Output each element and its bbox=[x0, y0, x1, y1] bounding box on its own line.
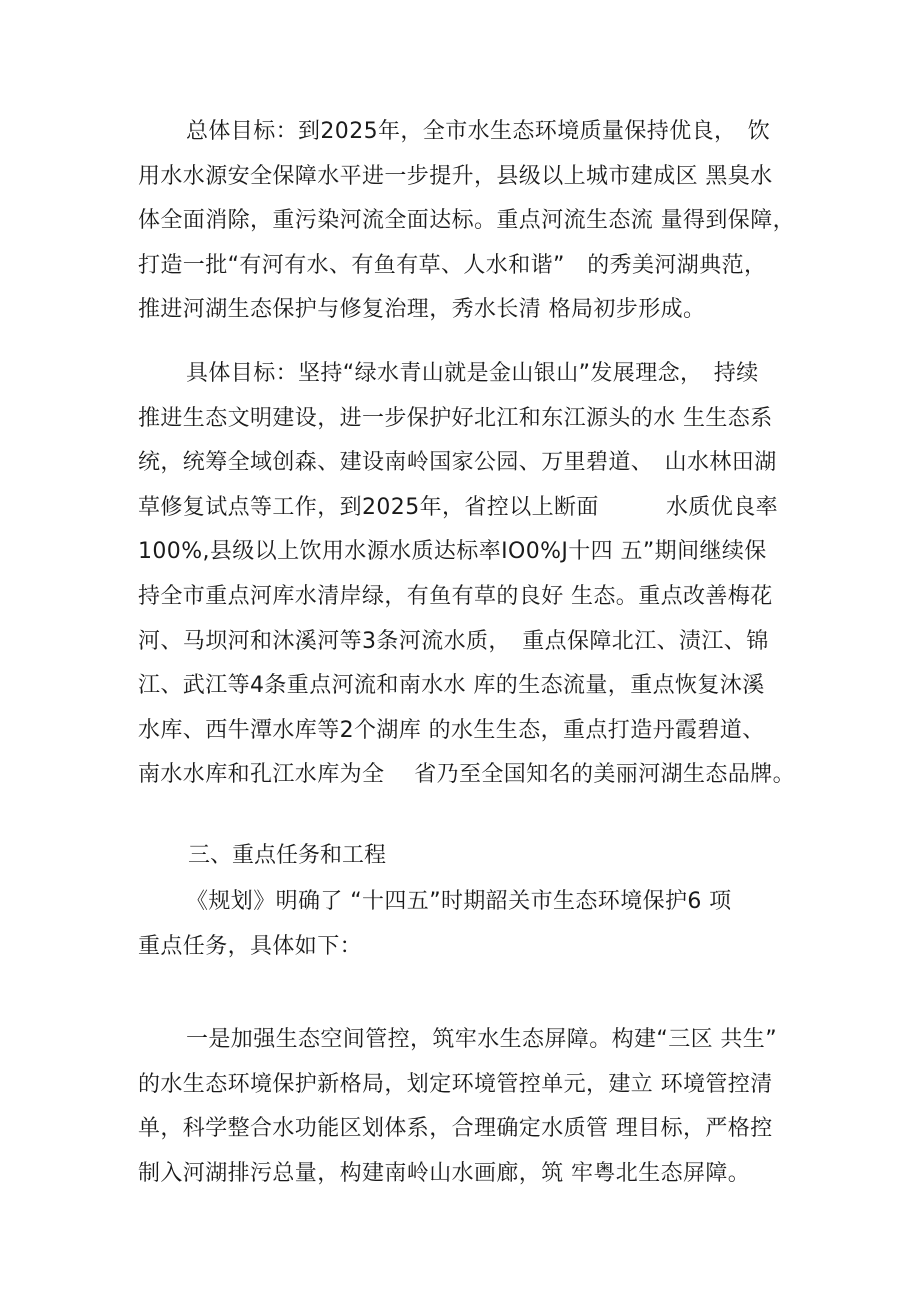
text-line: 持全市重点河库水清岸绿，有鱼有草的良好 生态。重点改善梅花 bbox=[138, 583, 773, 609]
text-line: 江、武江等4条重点河流和南水水 库的生态流量，重点恢复沐溪 bbox=[138, 673, 765, 699]
paragraph-task-one bbox=[138, 1018, 798, 1196]
section-heading: 三、重点任务和工程 bbox=[188, 843, 387, 868]
text-line: 草修复试点等工作，到2025年，省控以上断面 水质优良率 bbox=[138, 494, 778, 520]
text-line: 的水生态环境保护新格局，划定环境管控单元，建立 环境管控清 bbox=[138, 1071, 773, 1097]
text-line: 重点任务，具体如下： bbox=[138, 933, 363, 959]
text-line: 推进河湖生态保护与修复治理，秀水长清 格局初步形成。 bbox=[138, 297, 706, 323]
text-line: 具体目标：坚持“绿水青山就是金山银山”发展理念， 持续 bbox=[186, 361, 759, 386]
text-line: 制入河湖排污总量，构建南岭山水画廊，筑 牢粤北生态屏障。 bbox=[138, 1160, 751, 1186]
text-line: 统，统筹全域创森、建设南岭国家公园、万里碧道、 山水林田湖 bbox=[138, 450, 777, 476]
text-line: 《规划》明确了 “十四五”时期韶关市生态环境保护6 项 bbox=[186, 889, 732, 914]
text-line: 用水水源安全保障水平进一步提升，县级以上城市建成区 黑臭水 bbox=[138, 163, 773, 189]
text-line: 打造一批“有河有水、有鱼有草、人水和谐” 的秀美河湖典范， bbox=[138, 252, 767, 278]
text-line: 推进生态文明建设，进一步保护好北江和东江源头的水 生生态系 bbox=[138, 405, 773, 431]
text-line: 100%,县级以上饮用水源水质达标率IO0%J十四 五”期间继续保 bbox=[138, 539, 767, 565]
paragraph-plan-intro bbox=[138, 880, 798, 969]
paragraph-overall-goal bbox=[138, 110, 798, 333]
text-line: 单，科学整合水功能区划体系，合理确定水质管 理目标，严格控 bbox=[138, 1116, 773, 1142]
text-line: 一是加强生态空间管控，筑牢水生态屏障。构建“三区 共生” bbox=[186, 1027, 777, 1052]
text-line: 总体目标：到2025年，全市水生态环境质量保持优良， 饮 bbox=[186, 119, 771, 144]
text-line: 河、马坝河和沐溪河等3条河流水质， 重点保障北江、渍江、锦 bbox=[138, 628, 769, 654]
paragraph-specific-goal bbox=[138, 352, 798, 798]
text-line: 南水水库和孔江水库为全 省乃至全国知名的美丽河湖生态品牌。 bbox=[138, 762, 795, 788]
text-line: 体全面消除，重污染河流全面达标。重点河流生态流 量得到保障， bbox=[138, 208, 795, 234]
text-line: 水库、西牛潭水库等2个湖库 的水生生态，重点打造丹霞碧道、 bbox=[138, 717, 765, 743]
